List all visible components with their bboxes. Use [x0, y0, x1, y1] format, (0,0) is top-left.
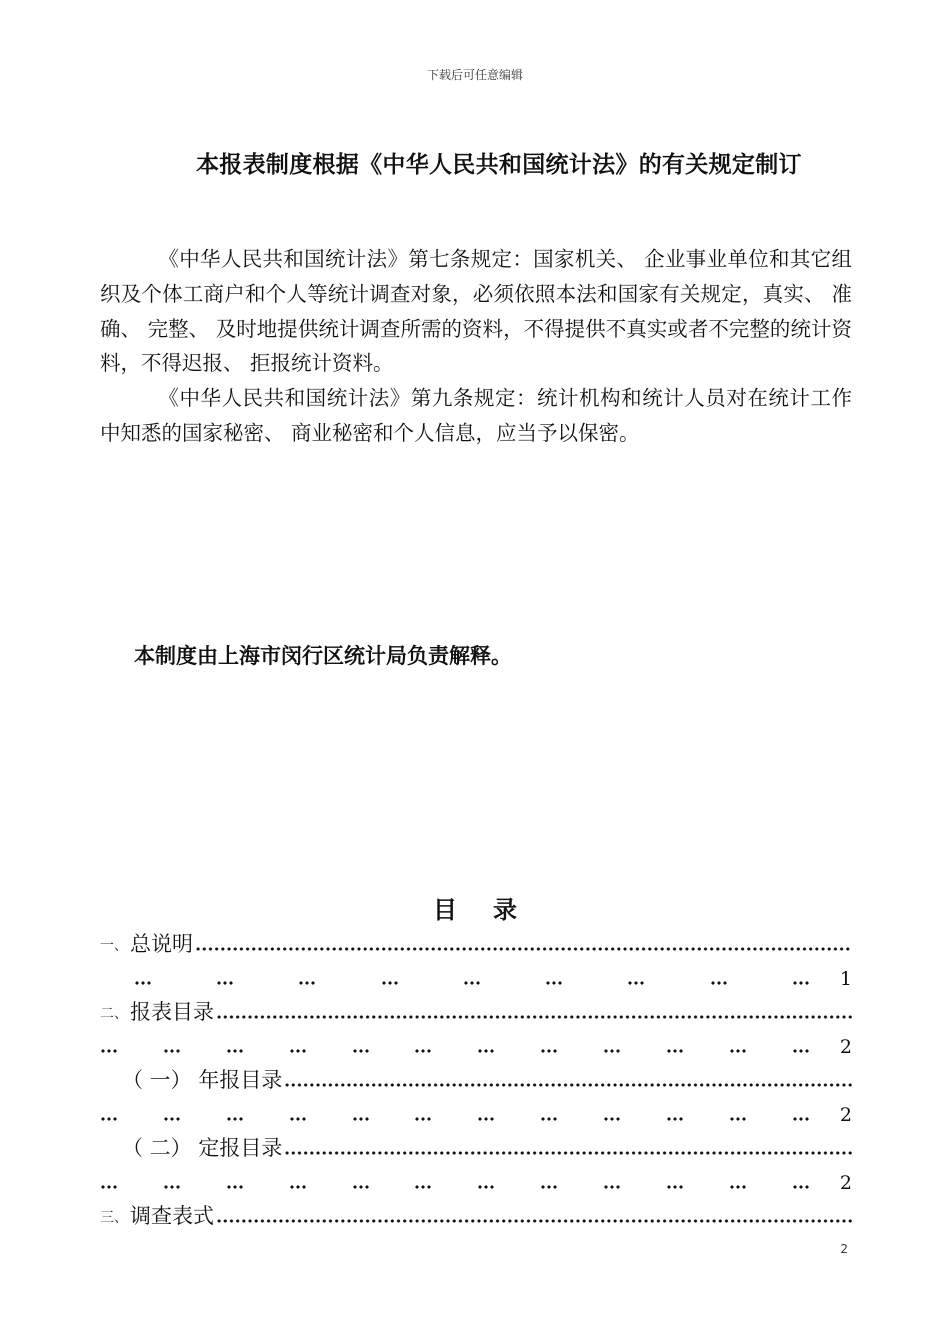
toc-entry-number: 二、 [100, 1006, 128, 1022]
toc-leader-dots [100, 1117, 840, 1128]
toc-entry-number: 三、 [100, 1210, 128, 1226]
page-number: 2 [840, 1242, 848, 1256]
toc-page-ref: 1 [839, 968, 852, 990]
toc-leader-dots [195, 924, 852, 958]
toc-leader-dots [284, 1128, 852, 1162]
toc-page-ref: 2 [839, 1036, 852, 1058]
toc-entry-label: 调查表式 [130, 1204, 214, 1228]
toc-leader-dots [100, 981, 840, 992]
toc-entry-label: 总说明 [130, 932, 193, 956]
toc-leader-dots [216, 992, 852, 1026]
toc-entry-annual-catalog[interactable] [122, 1060, 852, 1094]
toc-leader-dots [216, 1196, 852, 1230]
toc-entry-continuation [100, 1026, 852, 1060]
interpretation-note: 本制度由上海市闵行区统计局负责解释。 [134, 644, 512, 668]
toc-entry-survey-forms[interactable] [100, 1196, 852, 1230]
toc-page-ref: 2 [839, 1104, 852, 1126]
toc-leader-dots [100, 1049, 840, 1060]
toc-title: 目录 [433, 896, 553, 924]
toc-entry-continuation [100, 958, 852, 992]
toc-entry-label: （ 二） 定报目录 [122, 1136, 283, 1160]
toc-entry-number: 一、 [100, 938, 128, 954]
law-text [100, 242, 852, 451]
toc-entry-continuation [100, 1094, 852, 1128]
toc-entry-periodic-catalog[interactable] [122, 1128, 852, 1162]
toc-entry-report-catalog[interactable] [100, 992, 852, 1026]
toc-entry-general-description[interactable] [100, 924, 852, 958]
header-note: 下载后可任意编辑 [426, 68, 523, 82]
toc-entry-label: （ 一） 年报目录 [122, 1068, 283, 1092]
toc-entry-label: 报表目录 [130, 1000, 214, 1024]
toc-leader-dots [100, 1185, 840, 1196]
toc-entry-continuation [100, 1162, 852, 1196]
document-title: 本报表制度根据《中华人民共和国统计法》的有关规定制订 [196, 152, 802, 178]
law-paragraph-article-9: 《中华人民共和国统计法》第九条规定：统计机构和统计人员对在统计工作中知悉的国家秘密、 商业秘密和个人信息，应当予以保密。 [100, 386, 852, 445]
toc-page-ref: 2 [839, 1172, 852, 1194]
law-paragraph-article-7: 《中华人民共和国统计法》第七条规定：国家机关、 企业事业单位和其它组织及个体工商户和个人等统计调查对象，必须依照本法和国家有关规定，真实、 准确、 完整、 及时地提供统计调查所需的资料，不得提供不真实或者不完整的统计资料，不得迟报、 拒报统计资料。 [100, 247, 852, 376]
toc-leader-dots [284, 1060, 852, 1094]
